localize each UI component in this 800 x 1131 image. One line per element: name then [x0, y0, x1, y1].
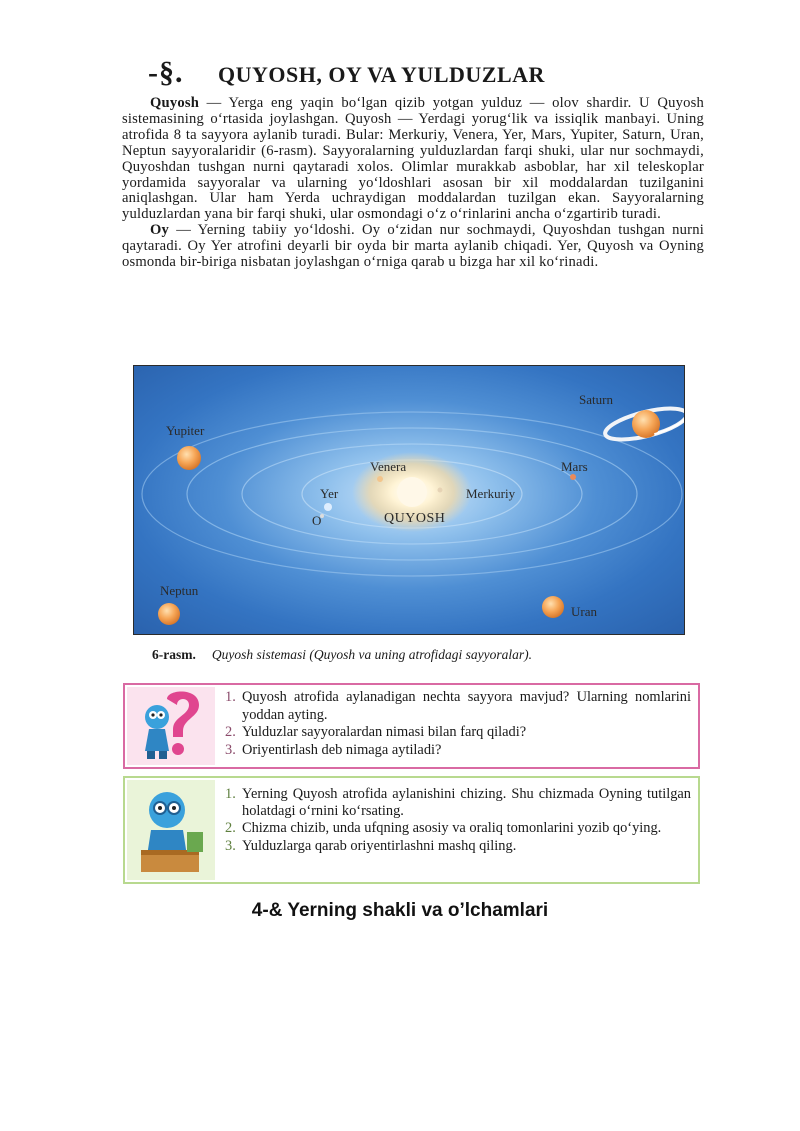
planet-jupiter	[177, 446, 201, 470]
solar-system-figure	[133, 365, 685, 635]
label-neptune: Neptun	[160, 583, 199, 598]
label-jupiter: Yupiter	[166, 423, 205, 438]
planet-mercury	[438, 488, 443, 493]
body-text	[122, 96, 704, 271]
label-sun: QUYOSH	[384, 511, 446, 526]
label-moon: O	[312, 513, 322, 528]
caption-text: Quyosh sistemasi (Quyosh va uning atrofidagi sayyoralar).	[211, 647, 532, 662]
section-mark: -§.	[148, 56, 184, 89]
sun	[397, 477, 427, 507]
label-saturn: Saturn	[579, 392, 613, 407]
task-number: 1.	[225, 786, 236, 802]
next-section-title: 4-& Yerning shakli va o’lchamlari	[251, 900, 549, 921]
label-uranus: Uran	[571, 604, 597, 619]
question-number: 1.	[225, 689, 236, 705]
planet-saturn	[602, 402, 685, 446]
section-title: QUYOSH, OY VA YULDUZLAR	[218, 62, 545, 87]
question-text: Yulduzlar sayyoralardan nimasi bilan farq qiladi?	[242, 724, 527, 741]
task-item	[225, 838, 691, 855]
planet-earth	[324, 503, 332, 511]
tasks-box	[123, 776, 700, 884]
task-number: 3.	[225, 837, 236, 854]
planet-neptune	[158, 603, 180, 625]
planet-uranus	[542, 596, 564, 618]
paragraph-quyosh	[122, 96, 704, 223]
task-item	[225, 820, 691, 837]
tasks-list	[225, 786, 691, 855]
reading-mascot-icon	[127, 780, 215, 880]
label-earth: Yer	[320, 486, 339, 501]
task-text: Chizma chizib, unda ufqning asosiy va oraliq tomonlarini yozib qo‘ying.	[242, 820, 662, 837]
term-oy: Oy	[150, 222, 170, 239]
questions-list	[225, 689, 691, 759]
planet-venus	[377, 476, 383, 482]
task-item	[225, 786, 691, 820]
section-heading	[148, 56, 708, 92]
question-item	[225, 689, 691, 724]
paragraph-oy	[122, 223, 704, 271]
task-text: Yulduzlarga qarab oriyentirlashni mashq qiling.	[242, 837, 517, 854]
label-venus: Venera	[370, 459, 407, 474]
task-text: Yerning Quyosh atrofida aylanishini chizing. Shu chizmada Oyning tutilgan holatdagi o‘rnini ko‘rsating.	[242, 786, 691, 820]
caption-number: 6-rasm.	[152, 647, 196, 662]
label-mars: Mars	[561, 459, 588, 474]
paragraph-quyosh-text: — Yerga eng yaqin bo‘lgan qizib yotgan yulduz — olov shardir. U Quyosh sistemasining o‘rtasida joylashgan. Quyosh — Yerdagi yorug‘lik va issiqlik manbayi. Uning atrofida 8 ta sayyora aylanib turadi. Bular: Merkuriy, Venera, Yer, Mars, Yupiter, Saturn, Uran, Neptun sayyoralaridir (6-rasm). Sayyoralarning yulduzlardan farqi shuki, ular nur sochmaydi, Quyoshdan tushgan nurni qaytaradi xolos. Olimlar murakkab asboblar, har xil teleskoplar yordamida sayyoralar va ularning yo‘ldoshlari asosan bir xil moddalardan tuzilganini aniqlashgan. Ular ham Yerda uchraydigan moddalardan tuzilgan ekan. Sayyoralarning yulduzlardan yana bir farqi shuki, ular osmondagi o‘z o‘rinlarini ancha o‘zgartirib turadi.	[122, 95, 704, 223]
questions-box	[123, 683, 700, 769]
task-number: 2.	[225, 820, 236, 837]
question-number: 3.	[225, 741, 236, 758]
question-mark-mascot-icon	[127, 687, 215, 765]
term-quyosh: Quyosh	[150, 95, 200, 111]
paragraph-oy-text: — Yerning tabiiy yo‘ldoshi. Oy o‘zidan nur sochmaydi, Quyoshdan tushgan nurni qaytaradi. Oy Yer atrofini deyarli bir oyda bir marta aylanib chiqadi. Yer, Quyosh va Oyning osmonda bir-biriga nisbatan joylashgan o‘rniga qarab u bizga har xil ko‘rinadi.	[122, 222, 704, 271]
figure-caption	[152, 647, 532, 663]
question-number: 2.	[225, 724, 236, 741]
question-item	[225, 724, 691, 742]
question-text: Oriyentirlash deb nimaga aytiladi?	[242, 741, 442, 758]
label-mercury: Merkuriy	[466, 486, 516, 501]
question-text: Quyosh atrofida aylanadigan nechta sayyora mavjud? Ularning nomlarini yoddan ayting.	[242, 689, 691, 723]
question-item	[225, 742, 691, 760]
